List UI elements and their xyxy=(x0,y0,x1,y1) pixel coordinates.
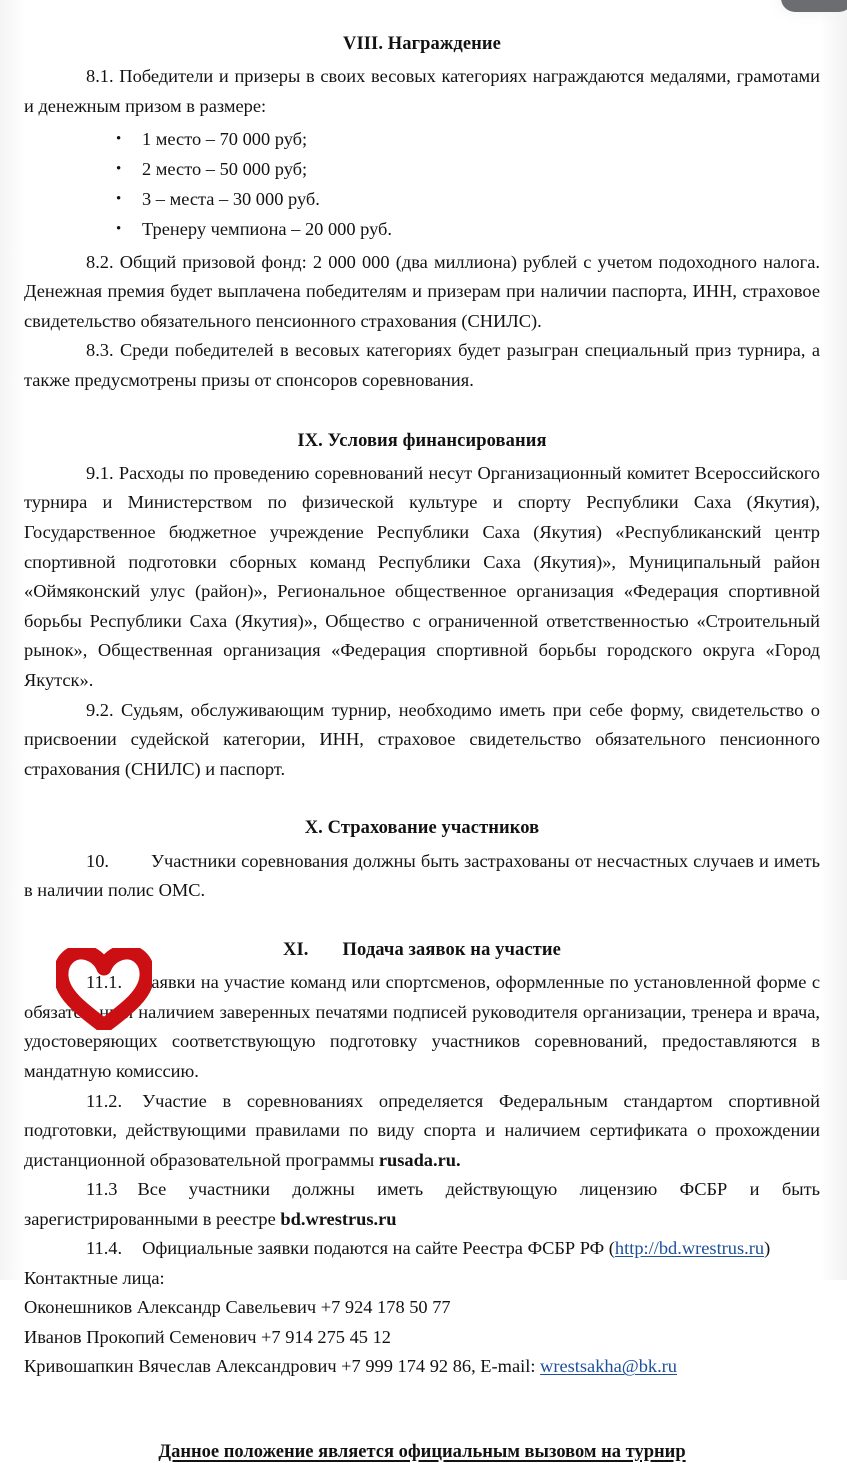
contacts-label: Контактные лица: xyxy=(24,1268,165,1289)
bullet-icon: • xyxy=(116,220,122,237)
contact-person-1: Оконешников Александр Савельевич +7 924 178 50 77 xyxy=(24,1297,451,1318)
paragraph-9-2: 9.2. Судьям, обслуживающим турнир, необходимо иметь при себе форму, свидетельство о присвоении судейской категории, ИНН, страховое свидетельство обязательного пенсионного страхования (СНИЛС) и паспорт. xyxy=(24,699,820,779)
heading-section-ix: IX. Условия финансирования xyxy=(297,430,547,451)
heading-title-xi: Подача заявок на участие xyxy=(342,939,561,960)
heading-section-xi xyxy=(24,906,820,961)
item-text-11-4: Официальные заявки подаются на сайте Реестра ФСБР РФ ( xyxy=(142,1238,615,1259)
item-number-11-2: 11.2. xyxy=(86,1090,123,1111)
paragraph-8-1: 8.1. Победители и призеры в своих весовых категориях награждаются медалями, грамотами и денежным призом в размере: xyxy=(24,66,820,116)
official-invitation-text: Данное положение является официальным вызовом на турнир xyxy=(158,1441,686,1462)
official-invitation-note xyxy=(24,1382,820,1463)
item-number-11-4: 11.4. xyxy=(86,1238,123,1259)
paragraph-8-3: 8.3. Среди победителей в весовых категориях будет разыгран специальный приз турнира, а также предусмотрены призы от спонсоров соревнования. xyxy=(24,340,820,391)
list-item xyxy=(116,215,820,245)
heading-number-xi: XI. xyxy=(283,939,309,960)
paragraph-10 xyxy=(24,840,820,906)
paragraph-8-2: 8.2. Общий призовой фонд: 2 000 000 (два миллиона) рублей с учетом подоходного налога. Денежная премия будет выплачена победителям и призерам при наличии паспорта, ИНН, страховое свидетельство обязательного пенсионного страхования (СНИЛС). xyxy=(24,251,820,331)
contact-person-2: Иванов Прокопий Семенович +7 914 275 45 12 xyxy=(24,1326,391,1347)
contact-person-3-name: Кривошапкин Вячеслав Александрович +7 999 174 92 86, E-mail: xyxy=(24,1356,541,1377)
item-number-10: 10. xyxy=(86,850,109,871)
paragraph-11-2 xyxy=(24,1087,820,1176)
prize-label: 3 – места – 30 000 руб. xyxy=(142,189,320,210)
prize-label: 1 место – 70 000 руб; xyxy=(142,129,308,150)
bullet-icon: • xyxy=(116,191,122,208)
item-text-10: Участники соревнования должны быть застрахованы от несчастных случаев и иметь в наличии полис ОМС. xyxy=(24,850,820,901)
item-number-11-1: 11.1. xyxy=(86,972,123,993)
wrestrus-link[interactable]: http://bd.wrestrus.ru xyxy=(614,1238,765,1259)
heading-section-x: X. Страхование участников xyxy=(304,818,540,839)
rusada-reference: rusada.ru. xyxy=(378,1149,461,1170)
contact-person-3 xyxy=(24,1352,820,1381)
bullet-icon: • xyxy=(116,161,122,178)
paragraph-11-3 xyxy=(24,1175,820,1234)
item-text-11-3: Все участники должны иметь действующую лицензию ФСБР и быть зарегистрированными в реестре xyxy=(24,1179,820,1229)
prize-list xyxy=(24,125,820,244)
prize-label: Тренеру чемпиона – 20 000 руб. xyxy=(142,218,392,239)
list-item xyxy=(116,185,820,215)
paragraph-9-1: 9.1. Расходы по проведению соревнований несут Организационный комитет Всероссийского турнира и Министерством по физической культуре и спорту Республики Саха (Якутия), Государственное бюджетное учреждение Республики Саха (Якутия) «Республиканский центр спортивной подготовки сборных команд Республики Саха (Якутия)», Муниципальный район «Оймяконский улус (район)», Региональное общественное организация «Федерация спортивной борьбы Республики Саха (Якутия)», Общество с ограниченной ответственностью «Строительный рынок», Общественная организация «Федерация спортивной борьбы городского округа «Город Якутск». xyxy=(24,462,820,691)
item-text-11-1: Заявки на участие команд или спортсменов, оформленные по установленной форме с обязательным наличием заверенных печатями подписей руководителя организации, тренера и врача, удостоверяющих соответствующую подготовку участников соревнований, предоставляются в мандатную комиссию. xyxy=(24,972,820,1081)
item-number-11-3: 11.3 xyxy=(86,1179,118,1200)
list-item xyxy=(116,125,820,155)
paragraph-11-4 xyxy=(24,1234,820,1264)
prize-label: 2 место – 50 000 руб; xyxy=(142,159,308,180)
email-link[interactable]: wrestsakha@bk.ru xyxy=(540,1356,677,1377)
bullet-icon: • xyxy=(116,131,122,148)
wrestrus-registry-reference: bd.wrestrus.ru xyxy=(280,1208,397,1229)
list-item xyxy=(116,155,820,185)
document-content xyxy=(24,0,820,1463)
item-text-11-2: Участие в соревнованиях определяется Федеральным стандартом спортивной подготовки, действующими правилами по виду спорта и наличием сертификата о прохождении дистанционной образовательной программы xyxy=(24,1090,820,1170)
paragraph-11-1 xyxy=(24,961,820,1086)
item-text-11-4-after: ) xyxy=(764,1238,771,1259)
heading-section-viii: VIII. Награждение xyxy=(342,34,501,54)
